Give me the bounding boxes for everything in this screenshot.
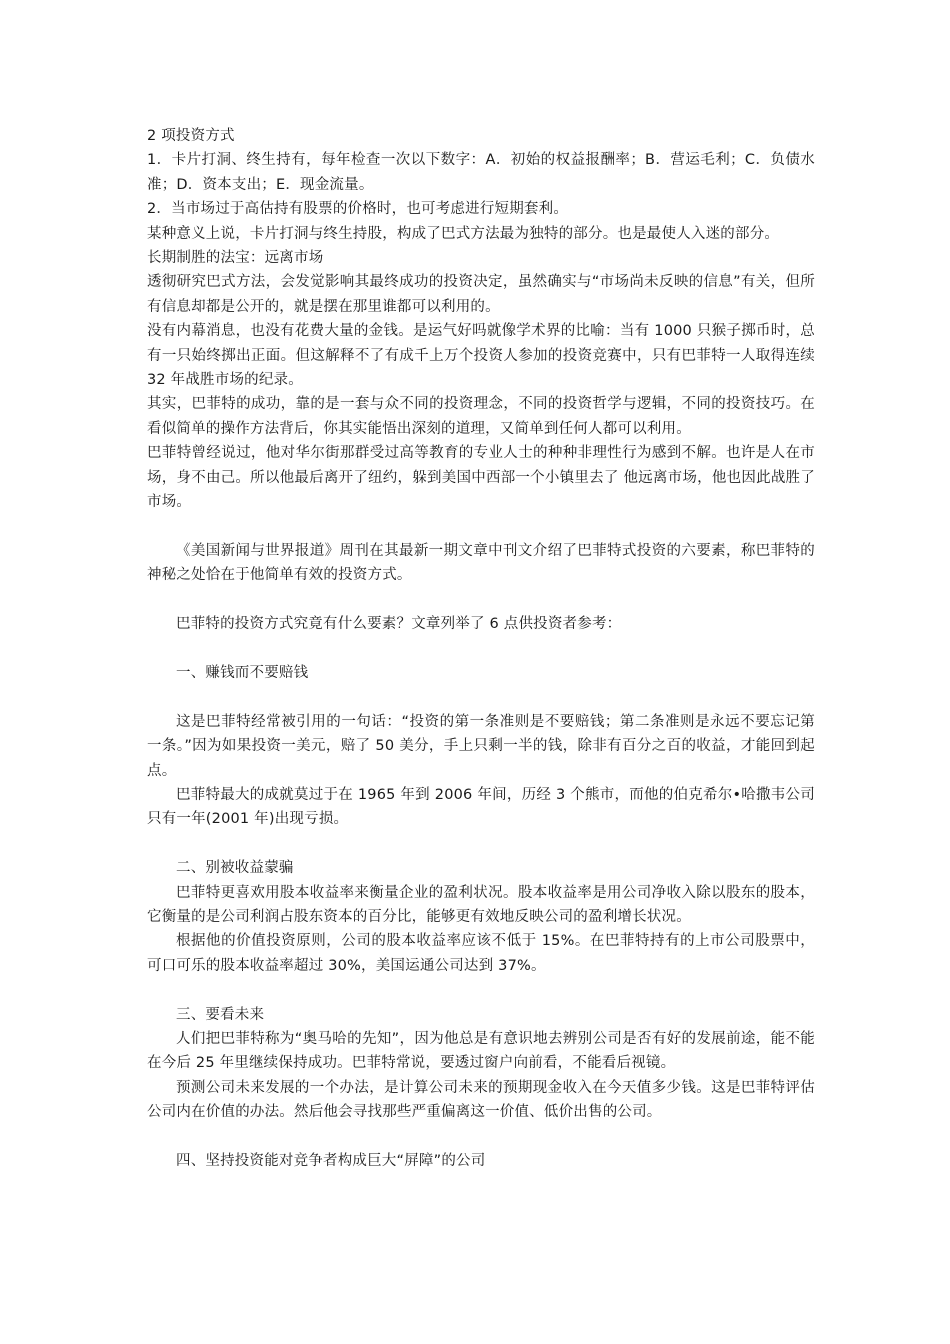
- spacer: [147, 685, 815, 709]
- question-paragraph: 巴菲特的投资方式究竟有什么要素？文章列举了 6 点供投资者参考：: [176, 616, 622, 633]
- section-heading-4: 四、坚持投资能对竞争者构成巨大“屏障”的公司: [176, 1152, 486, 1169]
- section-heading-1: 一、赚钱而不要赔钱: [176, 664, 309, 681]
- spacer: [147, 832, 815, 856]
- document-page: [147, 124, 815, 1173]
- intro-paragraph: 《美国新闻与世界报道》周刊在其最新一期文章中刊文介绍了巴菲特式投资的六要素，称巴菲特的神秘之处恰在于他简单有效的投资方式。: [147, 542, 815, 584]
- paragraph: 巴菲特最大的成就莫过于在 1965 年到 2006 年间，历经 3 个熊市，而他的伯克希尔•哈撒韦公司只有一年(2001 年)出现亏损。: [147, 786, 815, 828]
- paragraph: 没有内幕消息，也没有花费大量的金钱。是运气好吗就像学术界的比喻：当有 1000 只猴子掷币时，总有一只始终掷出正面。但这解释不了有成千上万个投资人参加的投资竞赛中，只有巴菲特一人取得连续 32 年战胜市场的纪录。: [147, 323, 815, 389]
- paragraph: 根据他的价值投资原则，公司的股本收益率应该不低于 15%。在巴菲特持有的上市公司股票中，可口可乐的股本收益率超过 30%，美国运通公司达到 37%。: [147, 933, 815, 974]
- paragraph: 人们把巴菲特称为“奥马哈的先知”，因为他总是有意识地去辨别公司是否有好的发展前途，能不能在今后 25 年里继续保持成功。巴菲特常说，要透过窗户向前看，不能看后视镜。: [147, 1030, 815, 1072]
- section-title: 2 项投资方式: [147, 128, 235, 144]
- section-heading-3: 三、要看未来: [176, 1006, 265, 1023]
- subheading: 长期制胜的法宝：远离市场: [147, 250, 324, 267]
- section-heading-2: 二、别被收益蒙骗: [176, 860, 294, 877]
- paragraph: 透彻研究巴式方法，会发觉影响其最终成功的投资决定，虽然确实与“市场尚未反映的信息”有关，但所有信息却都是公开的，就是摆在那里谁都可以利用的。: [147, 274, 815, 315]
- paragraph: 这是巴菲特经常被引用的一句话：“投资的第一条准则是不要赔钱；第二条准则是永远不要忘记第一条。”因为如果投资一美元，赔了 50 美分，手上只剩一半的钱，除非有百分之百的收益，才能回到起点。: [147, 713, 815, 779]
- paragraph: 巴菲特更喜欢用股本收益率来衡量企业的盈利状况。股本收益率是用公司净收入除以股东的股本，它衡量的是公司利润占股东资本的百分比，能够更有效地反映公司的盈利增长状况。: [147, 884, 815, 925]
- paragraph: 某种意义上说，卡片打洞与终生持股，构成了巴式方法最为独特的部分。也是最使人入迷的部分。: [147, 225, 780, 242]
- list-item-1: 1．卡片打洞、终生持有，每年检查一次以下数字：A．初始的权益报酬率；B．营运毛利；C．负债水准；D．资本支出；E．现金流量。: [147, 152, 815, 193]
- paragraph: 其实，巴菲特的成功，靠的是一套与众不同的投资理念，不同的投资哲学与逻辑，不同的投资技巧。在看似简单的操作方法背后，你其实能悟出深刻的道理，又简单到任何人都可以利用。: [147, 396, 815, 437]
- spacer: [147, 1125, 815, 1149]
- spacer: [147, 637, 815, 661]
- spacer: [147, 978, 815, 1002]
- list-item-2: 2．当市场过于高估持有股票的价格时，也可考虑进行短期套利。: [147, 201, 569, 218]
- spacer: [147, 588, 815, 612]
- spacer: [147, 515, 815, 539]
- paragraph: 巴菲特曾经说过，他对华尔街那群受过高等教育的专业人士的种种非理性行为感到不解。也许是人在市场，身不由己。所以他最后离开了纽约，躲到美国中西部一个小镇里去了 他远离市场，他也因此战胜了市场。: [147, 445, 815, 511]
- paragraph: 预测公司未来发展的一个办法，是计算公司未来的预期现金收入在今天值多少钱。这是巴菲特评估公司内在价值的办法。然后他会寻找那些严重偏离这一价值、低价出售的公司。: [147, 1079, 815, 1121]
